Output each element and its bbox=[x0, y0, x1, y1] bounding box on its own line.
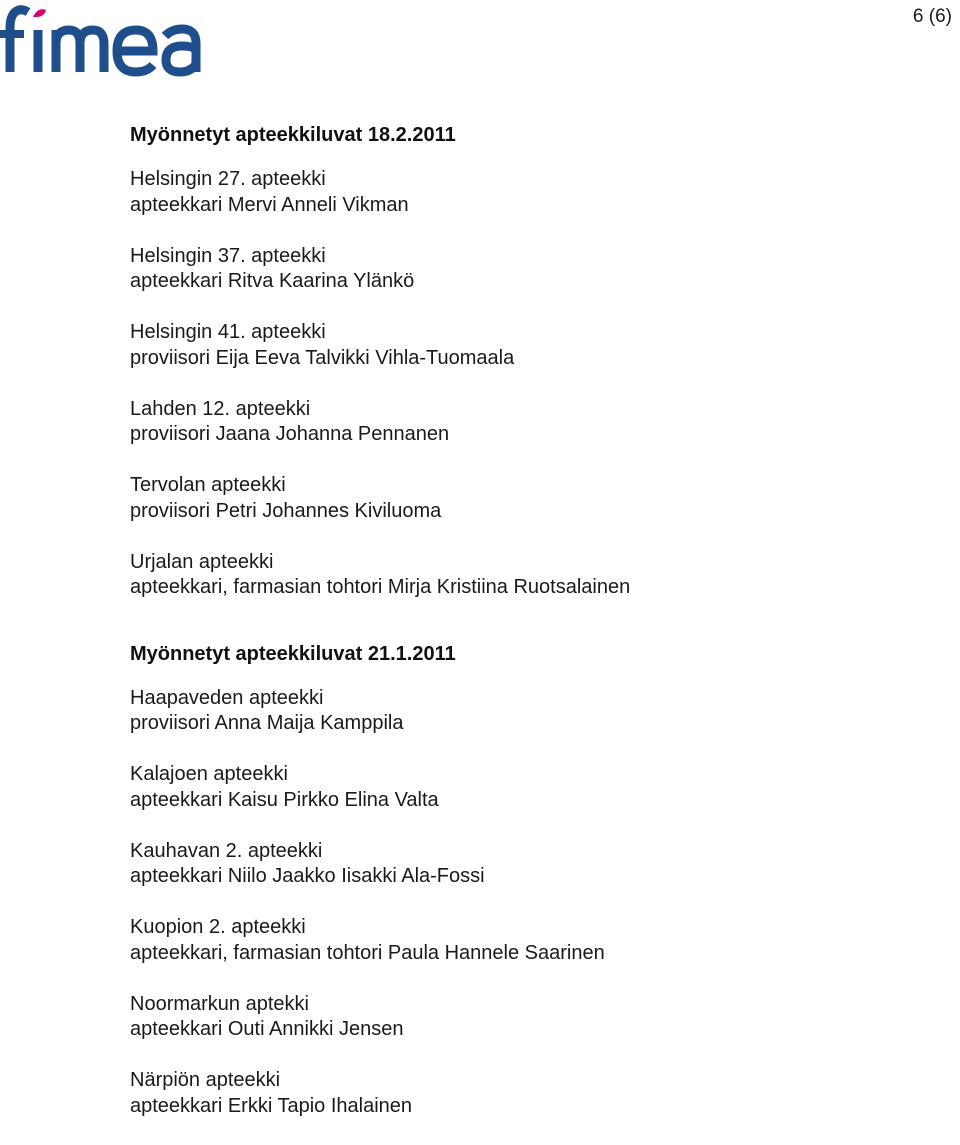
license-holder: apteekkari Ritva Kaarina Ylänkö bbox=[130, 270, 415, 292]
pharmacy-name: Kalajoen apteekki bbox=[130, 763, 288, 785]
pharmacy-name: Haapaveden apteekki bbox=[130, 686, 324, 709]
document-body bbox=[130, 122, 930, 1145]
section-2011-02-18 bbox=[130, 122, 930, 601]
list-item bbox=[130, 167, 930, 218]
list-item bbox=[130, 473, 930, 524]
section-title: Myönnetyt apteekkiluvat 21.1.2011 bbox=[130, 642, 456, 665]
entry-list bbox=[130, 167, 930, 601]
license-holder: apteekkari Kaisu Pirkko Elina Valta bbox=[130, 788, 439, 811]
list-item bbox=[130, 915, 930, 966]
pharmacy-name: Kauhavan 2. apteekki bbox=[130, 839, 323, 862]
license-holder: proviisori Eija Eeva Talvikki Vihla-Tuomaala bbox=[130, 346, 515, 369]
pharmacy-name: Lahden 12. apteekki bbox=[130, 397, 311, 420]
section-title: Myönnetyt apteekkiluvat 18.2.2011 bbox=[130, 124, 456, 146]
pharmacy-name: Helsingin 41. apteekki bbox=[130, 321, 326, 343]
license-holder: proviisori Jaana Johanna Pennanen bbox=[130, 423, 450, 445]
list-item bbox=[130, 839, 930, 890]
license-holder: apteekkari Mervi Anneli Vikman bbox=[130, 193, 409, 216]
list-item bbox=[130, 550, 930, 601]
license-holder: proviisori Petri Johannes Kiviluoma bbox=[130, 499, 442, 522]
entry-list bbox=[130, 686, 930, 1120]
license-holder: apteekkari, farmasian tohtori Mirja Kristiina Ruotsalainen bbox=[130, 576, 631, 598]
list-item bbox=[130, 992, 930, 1043]
pharmacy-name: Noormarkun aptekki bbox=[130, 992, 309, 1015]
page-number: 6 (6) bbox=[912, 6, 952, 27]
license-holder: apteekkari Outi Annikki Jensen bbox=[130, 1018, 404, 1040]
list-item bbox=[130, 762, 930, 813]
license-holder: apteekkari Niilo Jaakko Iisakki Ala-Fossi bbox=[130, 865, 485, 887]
fimea-logo bbox=[0, 0, 215, 80]
license-holder: apteekkari Erkki Tapio Ihalainen bbox=[130, 1094, 413, 1117]
list-item bbox=[130, 686, 930, 737]
pharmacy-name: Närpiön apteekki bbox=[130, 1069, 281, 1091]
list-item bbox=[130, 320, 930, 371]
pharmacy-name: Helsingin 27. apteekki bbox=[130, 168, 326, 190]
list-item bbox=[130, 397, 930, 448]
list-item bbox=[130, 1068, 930, 1119]
pharmacy-name: Urjalan apteekki bbox=[130, 550, 274, 573]
section-2011-01-21 bbox=[130, 641, 930, 1120]
pharmacy-name: Kuopion 2. apteekki bbox=[130, 916, 306, 938]
license-holder: proviisori Anna Maija Kamppila bbox=[130, 712, 404, 734]
license-holder: apteekkari, farmasian tohtori Paula Hannele Saarinen bbox=[130, 941, 605, 964]
pharmacy-name: Helsingin 37. apteekki bbox=[130, 244, 326, 267]
pharmacy-name: Tervolan apteekki bbox=[130, 474, 286, 496]
list-item bbox=[130, 244, 930, 295]
